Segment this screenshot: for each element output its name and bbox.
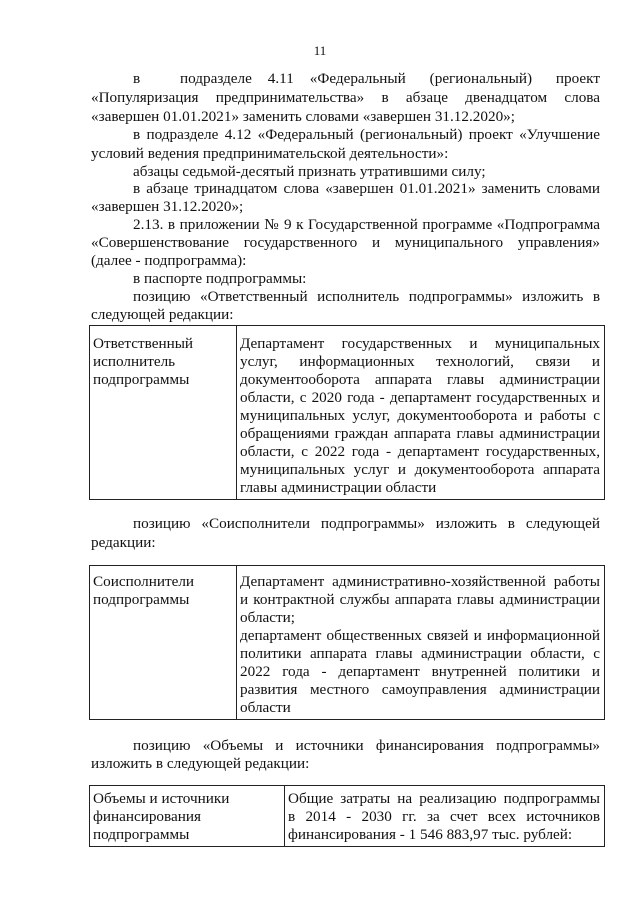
paragraph-line: в подразделе 4.12 «Федеральный (региональный) проект «Улучшение [133, 126, 600, 143]
table-value-line: департамент общественных связей и информационной [240, 627, 600, 644]
table-value-line: развития местного самоуправления администрации [240, 681, 600, 698]
paragraph-line: «завершен 31.12.2020»; [91, 198, 244, 215]
table-value-line: и контрактной службы аппарата главы администрации [240, 591, 600, 608]
table-value-line: документооборота аппарата главы администрации [240, 371, 600, 388]
table-value-line: политики аппарата главы администрации области, с [240, 645, 600, 662]
table-label-line: Соисполнители [93, 573, 195, 590]
table-value-line: муниципальных услуг и документооборота аппарата [240, 461, 600, 478]
table-label-cell [90, 786, 285, 847]
table-value-line: Департамент административно-хозяйственной работы [240, 573, 600, 590]
funding-sources-table [89, 785, 605, 847]
table-value-cell [237, 566, 605, 720]
table-label-line: подпрограммы [93, 371, 190, 388]
paragraph-line: позицию «Соисполнители подпрограммы» изложить в следующей [133, 515, 600, 532]
paragraph-line: абзацы седьмой-десятый признать утратившими силу; [133, 163, 486, 180]
table-label-cell [90, 326, 237, 500]
responsible-executor-table [89, 325, 605, 500]
table-value-line: услуг, информационных технологий, связи и [240, 353, 600, 370]
paragraph-line: в паспорте подпрограммы: [133, 270, 307, 287]
paragraph-line: 2.13. в приложении № 9 к Государственной программе «Подпрограмма [133, 216, 600, 233]
table-value-cell [285, 786, 605, 847]
table-value-line: 2022 года - департамент внутренней политики и [240, 663, 600, 680]
paragraph-line: позицию «Ответственный исполнитель подпрограммы» изложить в [133, 288, 600, 305]
paragraph-line: «Совершенствование государственного и муниципального управления» [91, 234, 600, 251]
table-value-line: обращениями граждан аппарата главы администрации [240, 425, 600, 442]
page-number: 11 [313, 43, 327, 58]
table-label-line: исполнитель [93, 353, 176, 370]
paragraph-line: следующей редакции: [91, 306, 234, 323]
paragraph-line: редакции: [91, 534, 156, 551]
paragraph-line: «Популяризация предпринимательства» в абзаце двенадцатом слова [91, 89, 600, 106]
table-value-line: области [240, 699, 291, 716]
table-value-line: муниципальных услуг, документооборота и работы с [240, 407, 600, 424]
paragraph-line: позицию «Объемы и источники финансирования подпрограммы» [133, 737, 600, 754]
table-label-line: Объемы и источники [93, 790, 230, 807]
table-value-line: в 2014 - 2030 гг. за счет всех источников [288, 808, 600, 825]
paragraph-line: «завершен 01.01.2021» заменить словами «завершен 31.12.2020»; [91, 108, 515, 125]
paragraph-line: в подразделе 4.11 «Федеральный (региональный) проект [133, 70, 600, 87]
paragraph-line: условий ведения предпринимательской деятельности»: [91, 145, 449, 162]
table-value-line: области, с 2020 года - департамент государственных и [240, 389, 600, 406]
table-value-line: Департамент государственных и муниципальных [240, 335, 600, 352]
paragraph-line: в абзаце тринадцатом слова «завершен 01.01.2021» заменить словами [133, 180, 600, 197]
table-value-line: Общие затраты на реализацию подпрограммы [288, 790, 600, 807]
table-label-line: финансирования [93, 808, 201, 825]
table-label-line: Ответственный [93, 335, 194, 352]
table-label-line: подпрограммы [93, 591, 190, 608]
table-value-line: области, с 2022 года - департамент государственных, [240, 443, 600, 460]
table-label-cell [90, 566, 237, 720]
table-value-line: главы администрации области [240, 479, 437, 496]
table-value-line: области; [240, 609, 295, 626]
table-value-cell [237, 326, 605, 500]
table-value-line: финансирования - 1 546 883,97 тыс. рублей: [288, 826, 573, 843]
paragraph-line: изложить в следующей редакции: [91, 755, 310, 772]
table-label-line: подпрограммы [93, 826, 190, 843]
co-executors-table [89, 565, 605, 720]
paragraph-line: (далее - подпрограмма): [91, 252, 247, 269]
